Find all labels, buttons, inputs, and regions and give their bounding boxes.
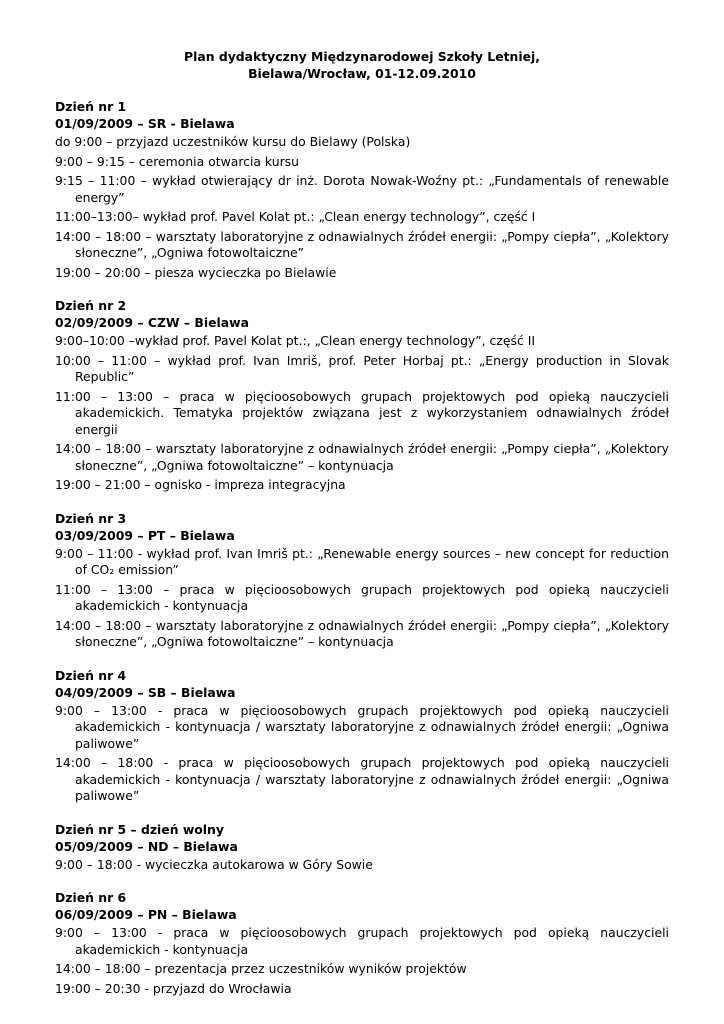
day-section-6 <box>55 889 669 997</box>
day-date: 03/09/2009 – PT – Bielawa <box>55 527 235 543</box>
day-label: Dzień nr 2 <box>55 298 127 313</box>
schedule-entry: 14:00 – 18:00 – prezentacja przez uczestników wyników projektów <box>55 961 467 976</box>
document-title <box>55 48 669 82</box>
schedule-entry: 19:00 – 21:00 – ognisko - impreza integracyjna <box>55 477 346 492</box>
day-date: 05/09/2009 – ND – Bielawa <box>55 838 238 854</box>
title-line-2: Bielawa/Wrocław, 01-12.09.2010 <box>248 66 476 81</box>
document-page <box>55 48 669 1013</box>
schedule-entry: 14:00 – 18:00 – warsztaty laboratoryjne z odnawialnych źródeł energii: „Pompy ciepła”, „Kolektory słoneczne”, „Ogniwa fotowoltaiczne” <box>55 228 669 260</box>
day-section-2 <box>55 297 669 494</box>
day-section-3 <box>55 510 669 651</box>
schedule-entry: 9:00–10:00 –wykład prof. Pavel Kolat pt.:, „Clean energy technology”, część II <box>55 333 536 348</box>
day-label: Dzień nr 6 <box>55 890 127 905</box>
schedule-entry: 9:00 – 18:00 - wycieczka autokarowa w Góry Sowie <box>55 856 373 872</box>
schedule-entry: 14:00 – 18:00 - praca w pięcioosobowych grupach projektowych pod opieką nauczycieli akademickich - kontynuacja / warsztaty laboratoryjne z odnawialnych źródeł energii: „Ogniwa paliwowe” <box>55 755 669 803</box>
schedule-entry: 9:00 – 13:00 - praca w pięcioosobowych grupach projektowych pod opieką nauczycieli akademickich - kontynuacja / warsztaty laboratoryjne z odnawialnych źródeł energii: „Ogniwa paliwowe” <box>55 702 669 751</box>
day-date: 04/09/2009 – SB – Bielawa <box>55 684 236 700</box>
schedule-entry: 11:00–13:00– wykład prof. Pavel Kolat pt.: „Clean energy technology”, część I <box>55 209 536 224</box>
day-date: 06/09/2009 – PN – Bielawa <box>55 907 237 922</box>
day-label: Dzień nr 5 – dzień wolny <box>55 821 224 837</box>
day-section-1 <box>55 98 669 281</box>
schedule-entry: do 9:00 – przyjazd uczestników kursu do Bielawy (Polska) <box>55 134 411 149</box>
day-date: 01/09/2009 – SR - Bielawa <box>55 116 235 131</box>
schedule-entry: 19:00 – 20:00 – piesza wycieczka po Bielawie <box>55 264 337 280</box>
day-section-4 <box>55 667 669 805</box>
schedule-entry: 14:00 – 18:00 – warsztaty laboratoryjne z odnawialnych źródeł energii: „Pompy ciepła”, „Kolektory słoneczne”, „Ogniwa fotowoltaiczne” – kontynuacja <box>55 441 669 473</box>
day-section-5 <box>55 821 669 874</box>
schedule-entry: 19:00 – 20:30 - przyjazd do Wrocławia <box>55 980 292 996</box>
day-label: Dzień nr 4 <box>55 667 127 683</box>
schedule-entry: 11:00 – 13:00 – praca w pięcioosobowych grupach projektowych pod opieką nauczycieli akademickich - kontynuacja <box>55 581 669 613</box>
schedule-entry: 11:00 – 13:00 – praca w pięcioosobowych grupach projektowych pod opieką nauczycieli akademickich. Tematyka projektów związana jest z wykorzystaniem odnawialnych źródeł energii <box>55 388 669 437</box>
title-line-1: Plan dydaktyczny Międzynarodowej Szkoły Letniej, <box>184 49 540 64</box>
schedule-entry: 9:00 – 9:15 – ceremonia otwarcia kursu <box>55 153 299 169</box>
schedule-entry: 14:00 – 18:00 – warsztaty laboratoryjne z odnawialnych źródeł energii: „Pompy ciepła”, „Kolektory słoneczne”, „Ogniwa fotowoltaiczne” – kontynuacja <box>55 617 669 649</box>
day-date: 02/09/2009 – CZW – Bielawa <box>55 315 249 330</box>
day-label: Dzień nr 3 <box>55 510 127 526</box>
day-label: Dzień nr 1 <box>55 99 127 114</box>
schedule-entry: 9:00 – 13:00 - praca w pięcioosobowych grupach projektowych pod opieką nauczycieli akademickich - kontynuacja <box>55 925 669 957</box>
schedule-entry: 9:15 – 11:00 – wykład otwierający dr inż. Dorota Nowak-Woźny pt.: „Fundamentals of renewable energy” <box>55 173 669 205</box>
schedule-entry: 10:00 – 11:00 – wykład prof. Ivan Imriš, prof. Peter Horbaj pt.: „Energy production in Slovak Republic” <box>55 352 669 384</box>
schedule-entry: 9:00 – 11:00 - wykład prof. Ivan Imriš pt.: „Renewable energy sources – new concept for reduction of CO₂ emission” <box>55 545 669 577</box>
